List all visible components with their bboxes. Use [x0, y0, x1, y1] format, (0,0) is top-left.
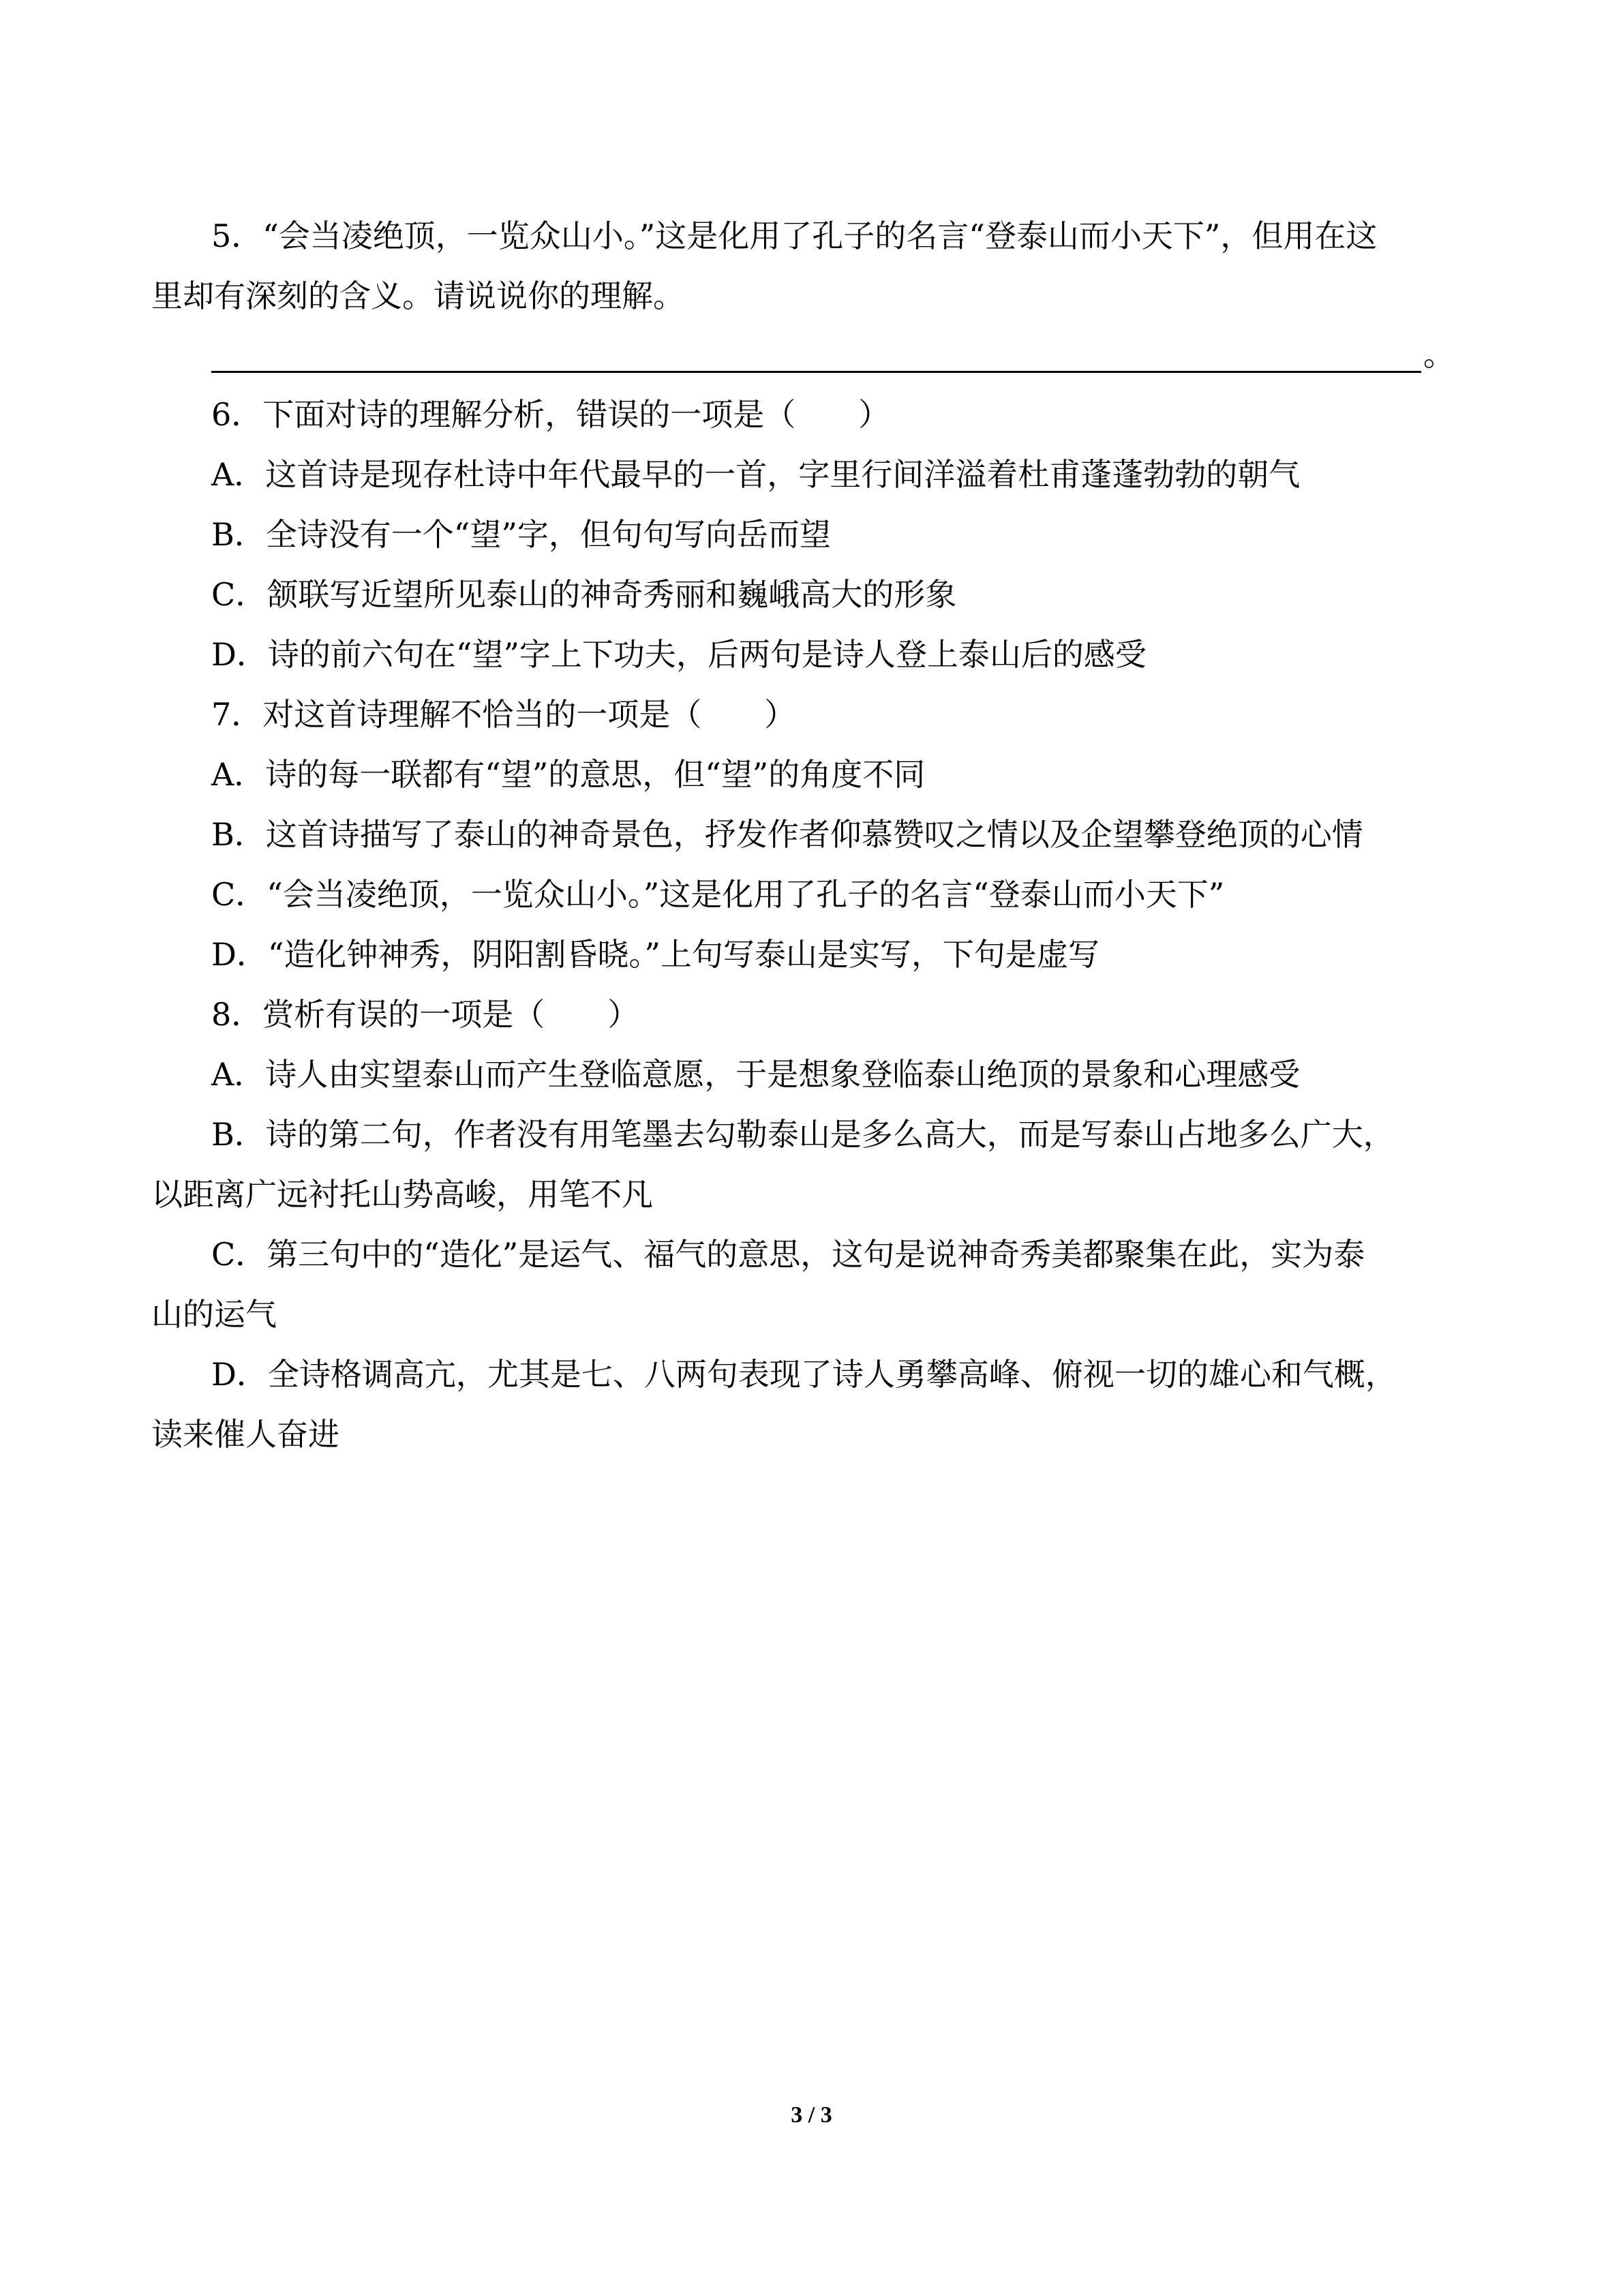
page-number: 3 / 3: [791, 2102, 832, 2128]
q5-answer-blank[interactable]: [211, 334, 1459, 375]
q8-option-d-line-2: 读来催人奋进: [151, 1416, 339, 1453]
q8-option-a: A．诗人由实望泰山而产生登临意愿，于是想象登临泰山绝顶的景象和心理感受: [211, 1056, 1301, 1093]
q7-stem: 7．对这首诗理解不恰当的一项是（ ）: [211, 696, 796, 733]
q6-option-a: A．这首诗是现存杜诗中年代最早的一首，字里行间洋溢着杜甫蓬蓬勃勃的朝气: [211, 456, 1301, 493]
q6-option-d: D．诗的前六句在“望”字上下功夫，后两句是诗人登上泰山后的感受: [211, 636, 1147, 673]
q7-option-b: B．这首诗描写了泰山的神奇景色，抒发作者仰慕赞叹之情以及企望攀登绝顶的心情: [211, 816, 1363, 853]
q8-option-b-line-1: B．诗的第二句，作者没有用笔墨去勾勒泰山是多么高大，而是写泰山占地多么广大，: [211, 1116, 1395, 1153]
q8-option-b-line-2: 以距离广远衬托山势高峻，用笔不凡: [151, 1176, 653, 1213]
q6-option-b: B．全诗没有一个“望”字，但句句写向岳而望: [211, 516, 831, 553]
q5-line-2: 里却有深刻的含义。请说说你的理解。: [151, 277, 684, 314]
q6-option-c: C．颔联写近望所见泰山的神奇秀丽和巍峨高大的形象: [211, 576, 957, 613]
answer-underline: [211, 371, 1421, 373]
q7-option-c: C．“会当凌绝顶，一览众山小。”这是化用了孔子的名言“登泰山而小天下”: [211, 876, 1225, 913]
q8-option-c-line-2: 山的运气: [151, 1296, 277, 1333]
q7-option-a: A．诗的每一联都有“望”的意思，但“望”的角度不同: [211, 756, 926, 793]
q5-line-1: 5．“会当凌绝顶，一览众山小。”这是化用了孔子的名言“登泰山而小天下”，但用在这: [211, 217, 1378, 254]
answer-period: 。: [1423, 336, 1455, 373]
q8-stem: 8．赏析有误的一项是（ ）: [211, 996, 639, 1033]
q7-option-d: D．“造化钟神秀，阴阳割昏晓。”上句写泰山是实写，下句是虚写: [211, 936, 1099, 973]
q8-option-d-line-1: D．全诗格调高亢，尤其是七、八两句表现了诗人勇攀高峰、俯视一切的雄心和气概，: [211, 1356, 1397, 1393]
q6-stem: 6．下面对诗的理解分析，错误的一项是（ ）: [211, 396, 890, 433]
q8-option-c-line-1: C．第三句中的“造化”是运气、福气的意思，这句是说神奇秀美都聚集在此，实为泰: [211, 1236, 1365, 1273]
